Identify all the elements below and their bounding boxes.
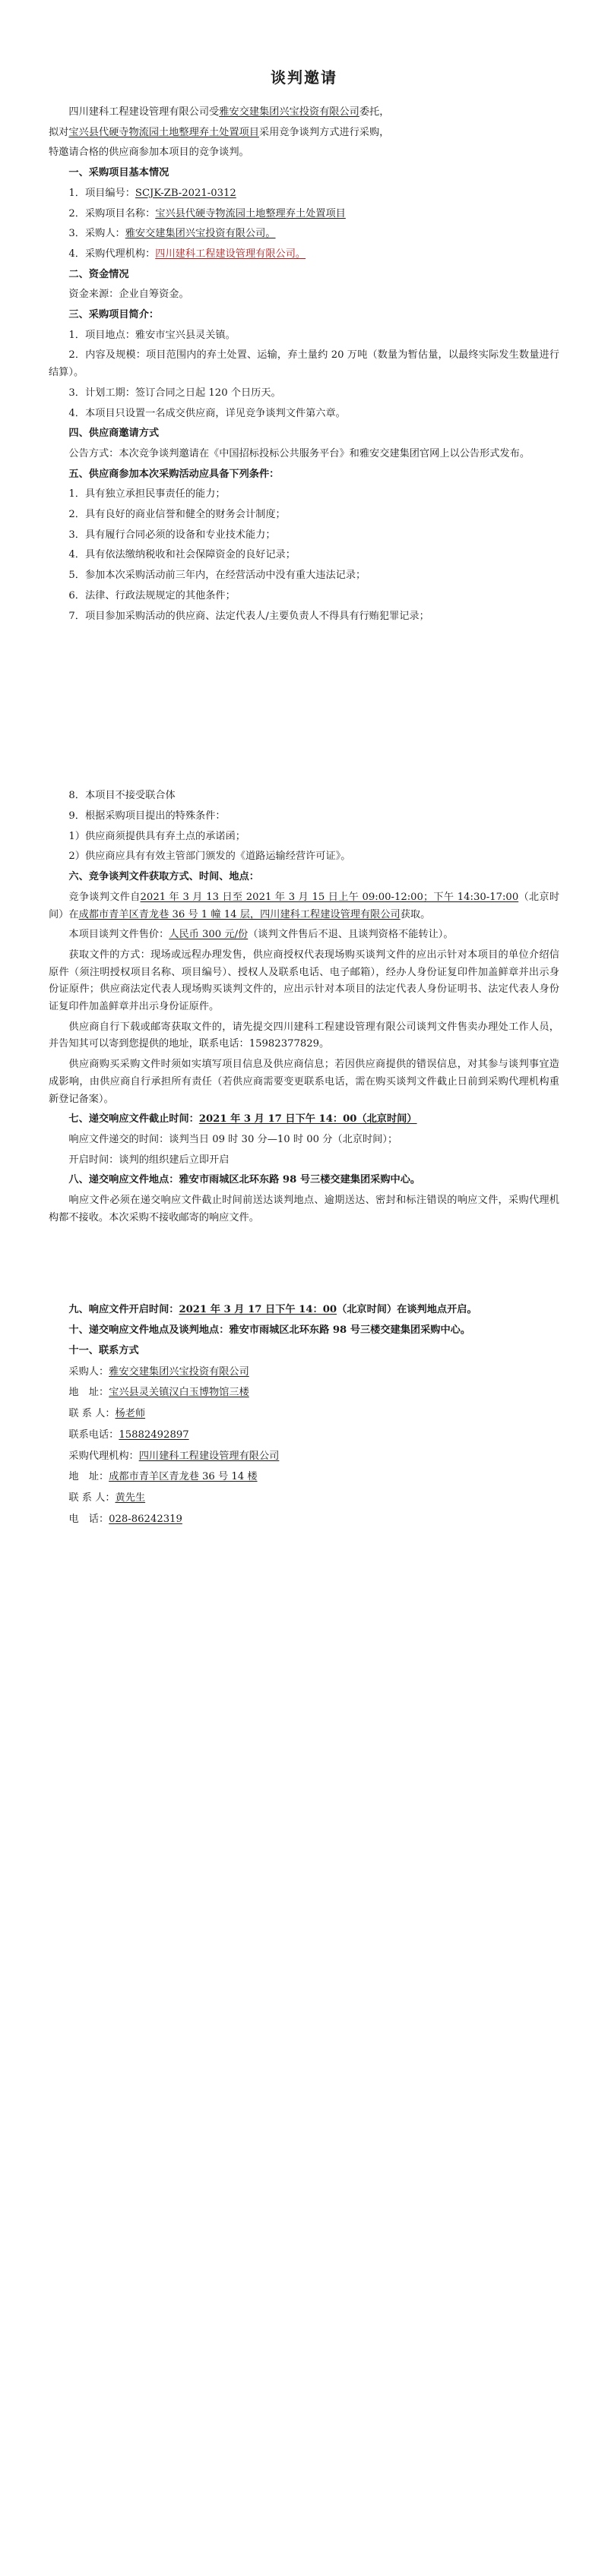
intro-paragraph-2 — [49, 125, 559, 142]
contact-purchaser-person-label: 联 系 人： — [68, 1408, 116, 1420]
contact-purchaser-label: 采购人： — [68, 1365, 109, 1378]
section-8-heading: 八、递交响应文件地点：雅安市雨城区北环东路 98 号三楼交建集团采购中心。 — [68, 1174, 421, 1186]
qualification-item-1: 1．具有独立承担民事责任的能力； — [68, 488, 226, 500]
project-code-line — [49, 185, 559, 203]
contact-agency-address-value: 成都市青羊区青龙巷 36 号 14 楼 — [109, 1471, 258, 1483]
contact-agency-person-value: 黄先生 — [115, 1492, 146, 1504]
qualification-item-7: 7．项目参加采购活动的供应商、法定代表人/主要负责人不得具有行贿犯罪记录； — [68, 610, 429, 622]
doc-place-value: 成都市青羊区青龙巷 36 号 1 幢 14 层，四川建科工程建设管理有限公司 — [78, 908, 401, 920]
contact-agency-phone-label: 电 话： — [68, 1513, 109, 1525]
intro-text-b: 委托， — [359, 106, 390, 118]
contact-purchaser-person-value: 杨老师 — [115, 1408, 146, 1420]
agency-label: 4．采购代理机构： — [68, 248, 156, 260]
contact-purchaser-phone-value: 15882492897 — [119, 1428, 189, 1441]
response-submit-time-line: 响应文件递交的时间：谈判当日 09 时 30 分—10 时 00 分（北京时间）； — [68, 1133, 398, 1145]
section-11-heading: 十一、联系方式 — [68, 1344, 139, 1356]
doc-time-prefix: 竞争谈判文件自 — [68, 891, 141, 903]
document-info-notice-line: 供应商购买采购文件时须如实填写项目信息及供应商信息；若因供应商提供的错误信息，对其参与谈判事宜造成影响，由供应商自行承担所有责任（若供应商需要变更联系电话，需在购买谈判文件截止日前到采购代理机构重新登记备案）。 — [49, 1059, 559, 1105]
project-name-underlined: 宝兴县代硬寺物流园土地整理弃土处置项目 — [68, 126, 259, 138]
intro-paragraph-3: 特邀请合格的供应商参加本项目的竞争谈判。 — [49, 147, 249, 159]
response-open-time-line: 开启时间：谈判的组织建后立即开启 — [68, 1154, 230, 1166]
qualification-item-5: 5．参加本次采购活动前三年内，在经营活动中没有重大违法记录； — [68, 570, 366, 582]
open-time-suffix: （北京时间）在谈判地点开启。 — [337, 1304, 477, 1316]
section-6-heading: 六、竞争谈判文件获取方式、时间、地点： — [68, 871, 259, 883]
contact-purchaser-phone — [49, 1426, 559, 1444]
section-5-heading: 五、供应商参加本次采购活动应具备下列条件： — [68, 468, 280, 480]
announcement-method-line: 公告方式：本次竞争谈判邀请在《中国招标投标公共服务平台》和雅安交建集团官网上以公告形式发布。 — [68, 447, 530, 459]
purchaser-label: 3．采购人： — [68, 228, 125, 240]
response-delivery-notice: 响应文件必须在递交响应文件截止时间前送达谈判地点、逾期送达、密封和标注错误的响应文件，采购代理机构都不接收。本次采购不接收邮寄的响应文件。 — [49, 1195, 559, 1223]
contact-purchaser-phone-label: 联系电话： — [68, 1428, 119, 1441]
qualification-item-6: 6．法律、行政法规规定的其他条件； — [68, 589, 236, 601]
project-title-line — [49, 206, 559, 223]
section-10-heading: 十、递交响应文件地点及谈判地点：雅安市雨城区北环东路 98 号三楼交建集团采购中心。 — [68, 1324, 471, 1337]
document-acquisition-time-line — [49, 889, 559, 923]
intro-text-c: 拟对 — [49, 126, 69, 138]
deadline-label: 七、递交响应文件截止时间： — [68, 1113, 199, 1125]
project-award-line: 4．本项目只设置一名成交供应商，详见竞争谈判文件第六章。 — [68, 407, 346, 419]
qualification-item-9-1: 1）供应商须提供具有弃土点的承诺函； — [68, 830, 245, 842]
page-title: 谈判邀请 — [271, 68, 337, 87]
section-2-heading: 二、资金情况 — [68, 268, 129, 280]
purchaser-line — [49, 226, 559, 243]
purchaser-value: 雅安交建集团兴宝投资有限公司。 — [125, 228, 276, 240]
project-code-value: SCJK-ZB-2021-0312 — [135, 187, 236, 199]
section-9-heading — [49, 1302, 559, 1319]
contact-agency-address-label: 地 址： — [68, 1471, 109, 1483]
intro-text-d: 采用竞争谈判方式进行采购， — [258, 126, 390, 138]
contact-agency-value: 四川建科工程建设管理有限公司 — [138, 1450, 280, 1462]
section-spacer-2 — [49, 1230, 559, 1302]
contact-purchaser-address-value: 宝兴县灵关镇汉白玉博物馆三楼 — [109, 1387, 249, 1399]
buyer-name-underlined: 雅安交建集团兴宝投资有限公司 — [219, 106, 359, 118]
contact-agency-person — [49, 1489, 559, 1507]
contact-agency-person-label: 联 系 人： — [68, 1492, 116, 1504]
doc-price-note: （谈判文件售后不退、且谈判资格不能转让）。 — [248, 929, 454, 941]
section-7-heading — [49, 1111, 559, 1129]
section-1-heading: 一、采购项目基本情况 — [68, 167, 169, 179]
project-location-line: 1．项目地点：雅安市宝兴县灵关镇。 — [68, 329, 236, 341]
doc-price-value: 人民币 300 元/份 — [169, 929, 249, 941]
contact-purchaser — [49, 1363, 559, 1381]
funding-source-line: 资金来源：企业自筹资金。 — [68, 289, 189, 301]
project-title-label: 2．采购项目名称： — [68, 207, 156, 219]
qualification-item-9: 9．根据采购项目提出的特殊条件： — [68, 810, 226, 822]
contact-agency — [49, 1447, 559, 1466]
contact-agency-label: 采购代理机构： — [68, 1450, 139, 1462]
qualification-item-4: 4．具有依法缴纳税收和社会保障资金的良好记录； — [68, 549, 296, 561]
contact-agency-address — [49, 1468, 559, 1486]
intro-paragraph-1 — [49, 104, 559, 122]
qualification-item-9-2: 2）供应商应具有有效主管部门颁发的《道路运输经营许可证》。 — [68, 851, 351, 863]
qualification-item-2: 2．具有良好的商业信誉和健全的财务会计制度； — [68, 509, 286, 521]
contact-block — [49, 1363, 559, 1529]
project-duration-line: 3．计划工期：签订合同之日起 120 个日历天。 — [68, 387, 281, 399]
doc-price-label: 本项目谈判文件售价： — [68, 929, 169, 941]
deadline-value: 2021 年 3 月 17 日下午 14：00（北京时间） — [198, 1113, 417, 1125]
agency-line — [49, 246, 559, 264]
doc-time-mid: （北京时间）在 — [49, 891, 560, 920]
section-spacer-1 — [49, 628, 559, 788]
qualification-item-8: 8．本项目不接受联合体 — [68, 790, 176, 802]
contact-agency-phone — [49, 1511, 559, 1529]
contact-agency-phone-value: 028-86242319 — [109, 1513, 182, 1525]
contact-purchaser-person — [49, 1405, 559, 1423]
contact-purchaser-address-label: 地 址： — [68, 1387, 109, 1399]
doc-time-value: 2021 年 3 月 13 日至 2021 年 3 月 15 日上午 09:00-12:00；下午 14:30-17:00 — [140, 891, 519, 903]
doc-time-suffix: 获取。 — [400, 908, 431, 920]
project-code-label: 1．项目编号： — [68, 187, 135, 199]
project-title-value: 宝兴县代硬寺物流园土地整理弃土处置项目 — [155, 207, 346, 219]
document-acquisition-method-line: 获取文件的方式：现场或远程办理发售，供应商授权代表现场购买谈判文件的应出示针对本项目的单位介绍信原件（须注明授权项目名称、项目编号）、授权人及联系电话、电子邮箱），经办人身份证复印件加盖鲜章并出示身份证原件；供应商法定代表人现场购买谈判文件的，应出示针对本项目的法定代表人身份证明书、法定代表人身份证复印件加盖鲜章并出示身份证原件。 — [49, 949, 559, 1013]
document-mail-line: 供应商自行下载或邮寄获取文件的，请先提交四川建科工程建设管理有限公司谈判文件售卖办理处工作人员，并告知其可以寄到您提供的地址，联系电话：15982377829。 — [49, 1021, 559, 1050]
open-time-value: 2021 年 3 月 17 日下午 14：00 — [179, 1304, 337, 1316]
agency-value: 四川建科工程建设管理有限公司。 — [155, 248, 306, 260]
contact-purchaser-address — [49, 1384, 559, 1402]
project-scope-line: 2．内容及规模：项目范围内的弃土处置、运输，弃土量约 20 万吨（数量为暂估量，以最终实际发生数量进行结算）。 — [49, 349, 559, 379]
section-4-heading: 四、供应商邀请方式 — [68, 428, 160, 440]
document-price-line — [49, 927, 559, 944]
intro-text-a: 四川建科工程建设管理有限公司受 — [68, 106, 220, 118]
contact-purchaser-value: 雅安交建集团兴宝投资有限公司 — [109, 1365, 249, 1378]
qualification-item-3: 3．具有履行合同必须的设备和专业技术能力； — [68, 529, 276, 541]
open-time-label: 九、响应文件开启时间： — [68, 1304, 179, 1316]
section-3-heading: 三、采购项目简介： — [68, 309, 160, 321]
